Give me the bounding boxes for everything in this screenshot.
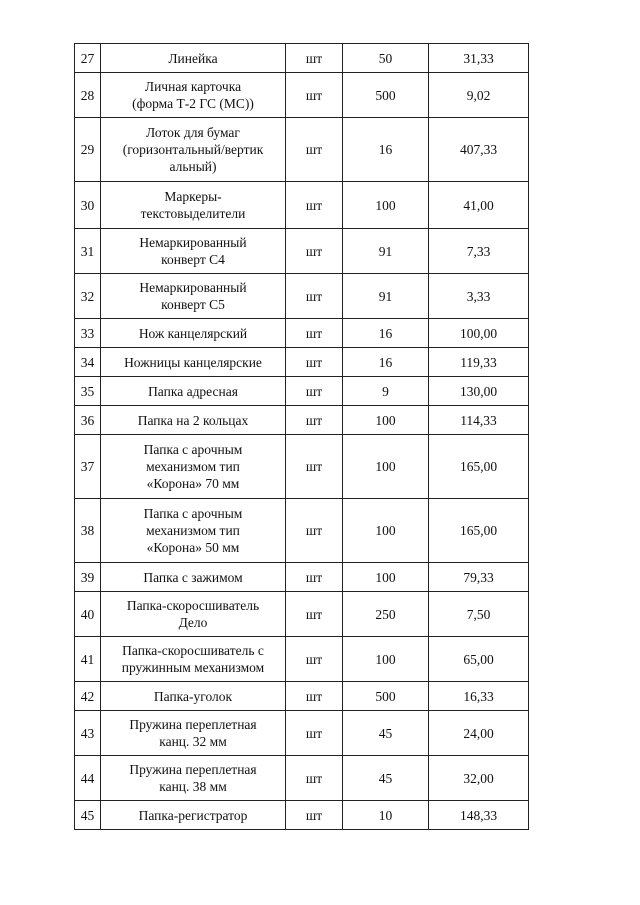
price-cell: 119,33 <box>429 348 529 377</box>
item-name-cell: Папка с зажимом <box>101 563 286 592</box>
quantity-cell: 500 <box>343 73 429 118</box>
price-cell: 41,00 <box>429 182 529 229</box>
row-number-cell: 42 <box>75 682 101 711</box>
row-number-cell: 34 <box>75 348 101 377</box>
quantity-cell: 100 <box>343 435 429 499</box>
row-number-cell: 32 <box>75 274 101 319</box>
quantity-cell: 45 <box>343 711 429 756</box>
item-name-cell: Папка с арочным механизмом тип «Корона» 50 мм <box>101 499 286 563</box>
table-row <box>75 711 529 756</box>
table-row <box>75 377 529 406</box>
unit-cell: шт <box>286 563 343 592</box>
row-number-cell: 36 <box>75 406 101 435</box>
unit-cell: шт <box>286 229 343 274</box>
price-cell: 16,33 <box>429 682 529 711</box>
item-name-cell: Линейка <box>101 44 286 73</box>
unit-cell: шт <box>286 801 343 830</box>
item-name-cell: Папка с арочным механизмом тип «Корона» 70 мм <box>101 435 286 499</box>
unit-cell: шт <box>286 406 343 435</box>
quantity-cell: 9 <box>343 377 429 406</box>
price-cell: 407,33 <box>429 118 529 182</box>
unit-cell: шт <box>286 499 343 563</box>
item-name-cell: Папка-скоросшиватель с пружинным механизмом <box>101 637 286 682</box>
unit-cell: шт <box>286 319 343 348</box>
price-cell: 79,33 <box>429 563 529 592</box>
quantity-cell: 100 <box>343 406 429 435</box>
quantity-cell: 45 <box>343 756 429 801</box>
row-number-cell: 38 <box>75 499 101 563</box>
price-cell: 3,33 <box>429 274 529 319</box>
row-number-cell: 31 <box>75 229 101 274</box>
unit-cell: шт <box>286 592 343 637</box>
price-cell: 130,00 <box>429 377 529 406</box>
item-name-cell: Лоток для бумаг (горизонтальный/вертик альный) <box>101 118 286 182</box>
price-cell: 32,00 <box>429 756 529 801</box>
unit-cell: шт <box>286 637 343 682</box>
table-row <box>75 801 529 830</box>
item-name-cell: Пружина переплетная канц. 38 мм <box>101 756 286 801</box>
unit-cell: шт <box>286 682 343 711</box>
unit-cell: шт <box>286 73 343 118</box>
price-cell: 165,00 <box>429 435 529 499</box>
row-number-cell: 30 <box>75 182 101 229</box>
row-number-cell: 33 <box>75 319 101 348</box>
table-row <box>75 406 529 435</box>
table-row <box>75 563 529 592</box>
row-number-cell: 27 <box>75 44 101 73</box>
table-row <box>75 73 529 118</box>
table-row <box>75 118 529 182</box>
unit-cell: шт <box>286 756 343 801</box>
quantity-cell: 16 <box>343 118 429 182</box>
row-number-cell: 37 <box>75 435 101 499</box>
unit-cell: шт <box>286 711 343 756</box>
item-name-cell: Нож канцелярский <box>101 319 286 348</box>
quantity-cell: 100 <box>343 182 429 229</box>
unit-cell: шт <box>286 118 343 182</box>
price-cell: 7,33 <box>429 229 529 274</box>
row-number-cell: 39 <box>75 563 101 592</box>
unit-cell: шт <box>286 435 343 499</box>
table-row <box>75 592 529 637</box>
price-cell: 7,50 <box>429 592 529 637</box>
item-name-cell: Папка адресная <box>101 377 286 406</box>
quantity-cell: 250 <box>343 592 429 637</box>
table-row <box>75 435 529 499</box>
table-row <box>75 499 529 563</box>
row-number-cell: 35 <box>75 377 101 406</box>
unit-cell: шт <box>286 348 343 377</box>
table-row <box>75 348 529 377</box>
row-number-cell: 28 <box>75 73 101 118</box>
table-row <box>75 756 529 801</box>
quantity-cell: 91 <box>343 274 429 319</box>
item-name-cell: Немаркированный конверт С5 <box>101 274 286 319</box>
table-row <box>75 274 529 319</box>
table-row <box>75 682 529 711</box>
row-number-cell: 41 <box>75 637 101 682</box>
quantity-cell: 50 <box>343 44 429 73</box>
quantity-cell: 100 <box>343 637 429 682</box>
item-name-cell: Ножницы канцелярские <box>101 348 286 377</box>
row-number-cell: 44 <box>75 756 101 801</box>
row-number-cell: 45 <box>75 801 101 830</box>
items-table-body <box>75 44 529 830</box>
price-cell: 148,33 <box>429 801 529 830</box>
item-name-cell: Папка-уголок <box>101 682 286 711</box>
row-number-cell: 40 <box>75 592 101 637</box>
item-name-cell: Личная карточка (форма Т-2 ГС (МС)) <box>101 73 286 118</box>
quantity-cell: 100 <box>343 499 429 563</box>
row-number-cell: 43 <box>75 711 101 756</box>
quantity-cell: 16 <box>343 319 429 348</box>
quantity-cell: 500 <box>343 682 429 711</box>
price-cell: 24,00 <box>429 711 529 756</box>
item-name-cell: Папка-регистратор <box>101 801 286 830</box>
quantity-cell: 91 <box>343 229 429 274</box>
item-name-cell: Пружина переплетная канц. 32 мм <box>101 711 286 756</box>
price-cell: 114,33 <box>429 406 529 435</box>
table-row <box>75 182 529 229</box>
item-name-cell: Немаркированный конверт С4 <box>101 229 286 274</box>
price-cell: 165,00 <box>429 499 529 563</box>
quantity-cell: 16 <box>343 348 429 377</box>
unit-cell: шт <box>286 182 343 229</box>
table-row <box>75 44 529 73</box>
table-row <box>75 229 529 274</box>
price-cell: 100,00 <box>429 319 529 348</box>
item-name-cell: Маркеры- текстовыделители <box>101 182 286 229</box>
row-number-cell: 29 <box>75 118 101 182</box>
item-name-cell: Папка на 2 кольцах <box>101 406 286 435</box>
table-row <box>75 319 529 348</box>
unit-cell: шт <box>286 274 343 319</box>
quantity-cell: 10 <box>343 801 429 830</box>
unit-cell: шт <box>286 44 343 73</box>
unit-cell: шт <box>286 377 343 406</box>
quantity-cell: 100 <box>343 563 429 592</box>
price-cell: 31,33 <box>429 44 529 73</box>
items-table <box>74 43 529 830</box>
price-cell: 65,00 <box>429 637 529 682</box>
table-row <box>75 637 529 682</box>
price-cell: 9,02 <box>429 73 529 118</box>
item-name-cell: Папка-скоросшиватель Дело <box>101 592 286 637</box>
